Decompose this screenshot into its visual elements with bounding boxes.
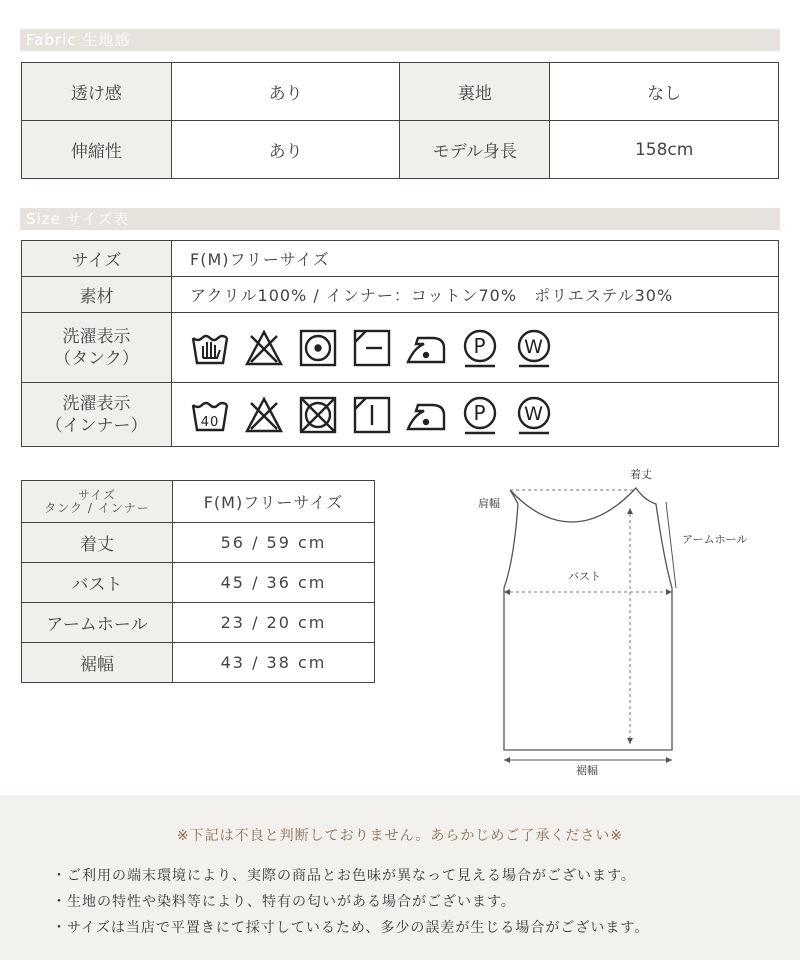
svg-text:W: W xyxy=(524,402,544,425)
no-tumble-dry-icon xyxy=(298,395,338,435)
svg-text:P: P xyxy=(473,400,487,425)
measurement-value-bust: 45 / 36 cm xyxy=(173,563,375,603)
hand-wash-icon xyxy=(190,328,230,368)
measurement-label-bust: バスト xyxy=(22,563,173,603)
fabric-value-model-height: 158cm xyxy=(550,121,779,179)
garment-outline xyxy=(470,460,780,790)
wash-tank-icons xyxy=(172,313,779,383)
size-label: サイズ xyxy=(22,241,172,277)
fabric-label-model-height: モデル身長 xyxy=(400,121,550,179)
fabric-label-stretch: 伸縮性 xyxy=(22,121,172,179)
notice-line: ・サイズは当店で平置きにて採寸しているため、多少の誤差が生じる場合がございます。 xyxy=(52,920,650,936)
iron-low-icon xyxy=(406,328,446,368)
fabric-row xyxy=(22,63,779,121)
fabric-label-sheerness: 透け感 xyxy=(22,63,172,121)
wet-clean-w-icon xyxy=(514,395,554,435)
wash-inner-label-line1: 洗濯表示 xyxy=(62,393,131,414)
measurement-header-label xyxy=(22,481,173,523)
fabric-label-lining: 裏地 xyxy=(400,63,550,121)
measurement-value-length: 56 / 59 cm xyxy=(173,523,375,563)
wet-clean-w-icon xyxy=(514,328,554,368)
measurement-value-armhole: 23 / 20 cm xyxy=(173,603,375,643)
size-value: F(M)フリーサイズ xyxy=(172,241,779,277)
wash-tank-label-line1: 洗濯表示 xyxy=(62,326,131,347)
notice-line: ・ご利用の端末環境により、実際の商品とお色味が異なって見える場合がございます。 xyxy=(52,868,636,884)
garment-diagram xyxy=(470,460,780,790)
no-bleach-icon xyxy=(244,395,284,435)
iron-low-icon xyxy=(406,395,446,435)
notice-block xyxy=(0,795,800,960)
svg-text:P: P xyxy=(473,333,487,358)
measurement-table xyxy=(21,480,375,683)
measurement-header-row xyxy=(22,481,375,523)
no-bleach-icon xyxy=(244,328,284,368)
diagram-label-armhole: アームホール xyxy=(682,533,748,546)
line-dry-shade-icon xyxy=(352,328,392,368)
svg-text:40: 40 xyxy=(200,414,220,430)
fabric-value-sheerness: あり xyxy=(171,63,400,121)
measurement-label-hem: 裾幅 xyxy=(22,643,173,683)
wash-inner-row xyxy=(22,383,779,447)
measurement-label-armhole: アームホール xyxy=(22,603,173,643)
wash-tank-row xyxy=(22,313,779,383)
fabric-table xyxy=(21,62,779,179)
fabric-row xyxy=(22,121,779,179)
wash-inner-icons xyxy=(172,383,779,447)
wash-40-icon xyxy=(190,395,230,435)
fabric-value-stretch: あり xyxy=(171,121,400,179)
size-row xyxy=(22,241,779,277)
table-row xyxy=(22,643,375,683)
diagram-label-bust: バスト xyxy=(568,570,601,583)
table-row xyxy=(22,523,375,563)
size-info-table xyxy=(21,240,779,447)
material-value: アクリル100% / インナー：コットン70% ポリエステル30% xyxy=(172,277,779,313)
hang-dry-shade-icon xyxy=(352,395,392,435)
material-row xyxy=(22,277,779,313)
diagram-label-length: 着丈 xyxy=(630,468,652,481)
dry-clean-p-icon xyxy=(460,328,500,368)
table-row xyxy=(22,563,375,603)
notice-title: ※下記は不良と判断しておりません。あらかじめご了承ください※ xyxy=(176,828,624,844)
table-row xyxy=(22,603,375,643)
measurement-value-hem: 43 / 38 cm xyxy=(173,643,375,683)
wash-tank-label xyxy=(22,313,172,383)
measurement-header-label-line2: タンク / インナー xyxy=(44,500,150,515)
fabric-value-lining: なし xyxy=(550,63,779,121)
notice-line: ・生地の特性や染料等により、特有の匂いがある場合がございます。 xyxy=(52,894,516,910)
wash-tank-label-line2: （タンク） xyxy=(54,348,139,369)
measurement-label-length: 着丈 xyxy=(22,523,173,563)
diagram-label-shoulder: 肩幅 xyxy=(478,497,500,510)
material-label: 素材 xyxy=(22,277,172,313)
size-section-header: Size サイズ表 xyxy=(20,208,780,230)
fabric-section-header: Fabric 生地感 xyxy=(20,29,780,51)
wash-inner-label xyxy=(22,383,172,447)
diagram-label-hem: 裾幅 xyxy=(576,764,598,777)
wash-inner-label-line2: （インナー） xyxy=(45,415,148,436)
svg-text:W: W xyxy=(524,335,544,358)
measurement-header-value: F(M)フリーサイズ xyxy=(173,481,375,523)
tumble-dry-icon xyxy=(298,328,338,368)
dry-clean-p-icon xyxy=(460,395,500,435)
measurement-header-label-line1: サイズ xyxy=(77,487,117,502)
